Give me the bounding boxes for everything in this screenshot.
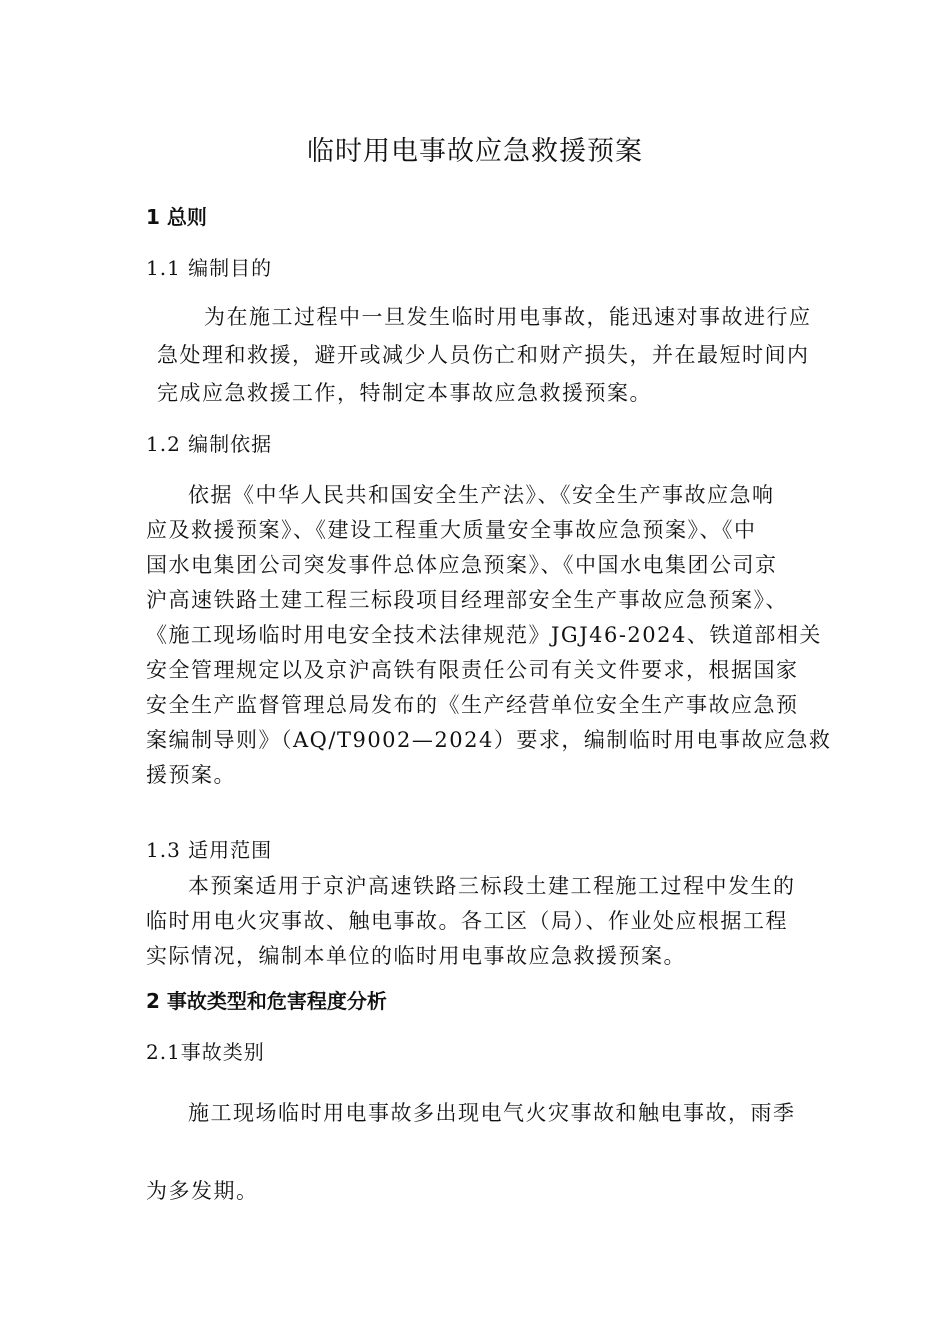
paragraph-line: 完成应急救援工作，特制定本事故应急救援预案。 bbox=[157, 381, 652, 405]
section-2-heading: 2 事故类型和危害程度分析 bbox=[146, 989, 387, 1013]
paragraph-line: 为多发期。 bbox=[146, 1179, 259, 1203]
section-1-1-heading: 1.1 编制目的 bbox=[146, 256, 273, 280]
section-1-heading: 1 总则 bbox=[146, 205, 207, 229]
document-title: 临时用电事故应急救援预案 bbox=[307, 136, 643, 167]
paragraph-line: 为在施工过程中一旦发生临时用电事故，能迅速对事故进行应 bbox=[204, 305, 812, 329]
paragraph-line: 安全管理规定以及京沪高铁有限责任公司有关文件要求，根据国家 bbox=[146, 658, 799, 682]
paragraph-line: 实际情况，编制本单位的临时用电事故应急救援预案。 bbox=[146, 944, 686, 968]
paragraph-line: 沪高速铁路土建工程三标段项目经理部安全生产事故应急预案》、 bbox=[146, 588, 788, 612]
paragraph-line: 施工现场临时用电事故多出现电气火灾事故和触电事故，雨季 bbox=[188, 1101, 796, 1125]
paragraph-line: 援预案。 bbox=[146, 763, 236, 787]
paragraph-line: 临时用电火灾事故、触电事故。各工区（局）、作业处应根据工程 bbox=[146, 909, 788, 933]
paragraph-line: 依据《中华人民共和国安全生产法》、《安全生产事故应急响 bbox=[188, 483, 775, 507]
paragraph-line: 急处理和救援，避开或减少人员伤亡和财产损失，并在最短时间内 bbox=[157, 343, 810, 367]
paragraph-line: 《施工现场临时用电安全技术法律规范》JGJ46-2024、铁道部相关 bbox=[146, 623, 822, 647]
paragraph-line: 安全生产监督管理总局发布的《生产经营单位安全生产事故应急预 bbox=[146, 693, 799, 717]
paragraph-line: 本预案适用于京沪高速铁路三标段土建工程施工过程中发生的 bbox=[188, 874, 796, 898]
section-2-1-heading: 2.1事故类别 bbox=[146, 1040, 265, 1064]
paragraph-line: 应及救援预案》、《建设工程重大质量安全事故应急预案》、《中 bbox=[146, 518, 757, 542]
paragraph-line: 案编制导则》（AQ/T9002—2024）要求，编制临时用电事故应急救 bbox=[146, 728, 832, 752]
section-1-2-heading: 1.2 编制依据 bbox=[146, 432, 273, 456]
section-1-3-heading: 1.3 适用范围 bbox=[146, 838, 273, 862]
paragraph-line: 国水电集团公司突发事件总体应急预案》、《中国水电集团公司京 bbox=[146, 553, 778, 577]
